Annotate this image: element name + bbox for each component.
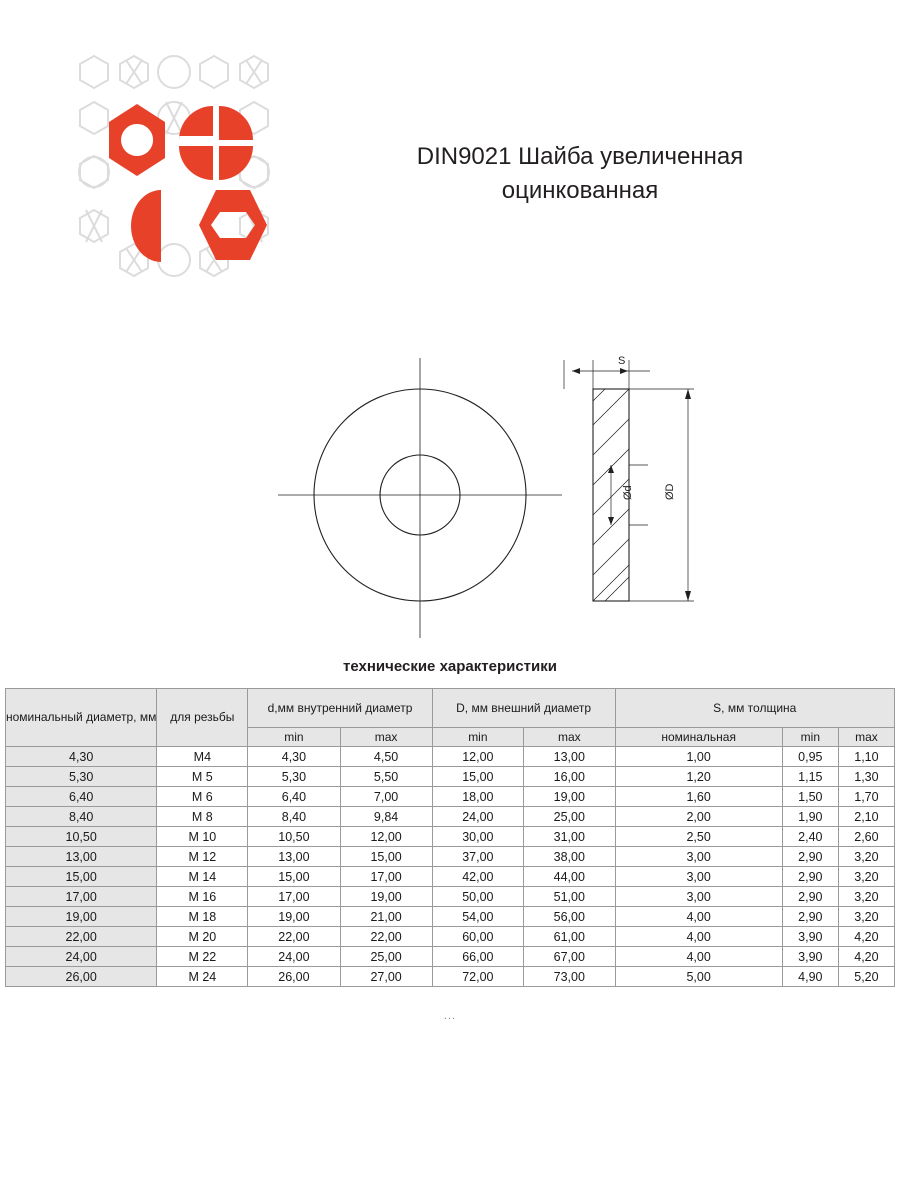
table-cell: 3,20 [838, 907, 894, 927]
table-cell: M4 [157, 747, 248, 767]
table-cell: 4,50 [340, 747, 432, 767]
table-cell: 1,90 [782, 807, 838, 827]
table-cell: 12,00 [340, 827, 432, 847]
table-cell: 22,00 [248, 927, 340, 947]
table-cell: 2,10 [838, 807, 894, 827]
table-cell: 51,00 [524, 887, 615, 907]
table-cell: 44,00 [524, 867, 615, 887]
col-header-s-max: max [838, 728, 894, 747]
col-header-s-nominal: номинальная [615, 728, 782, 747]
table-cell: 22,00 [340, 927, 432, 947]
table-cell: 25,00 [524, 807, 615, 827]
table-cell: 17,00 [340, 867, 432, 887]
table-cell: 56,00 [524, 907, 615, 927]
table-cell: 15,00 [248, 867, 340, 887]
table-cell: 4,20 [838, 927, 894, 947]
col-header-d-min: min [248, 728, 340, 747]
table-cell: 4,20 [838, 947, 894, 967]
technical-drawing [0, 350, 900, 660]
table-cell: M 12 [157, 847, 248, 867]
table-cell: 4,90 [782, 967, 838, 987]
page-title-line2: оцинкованная [501, 177, 659, 204]
table-cell: 1,15 [782, 767, 838, 787]
table-cell: 2,90 [782, 847, 838, 867]
col-header-inner-diameter: d,мм внутренний диаметр [248, 689, 432, 728]
table-cell: M 5 [157, 767, 248, 787]
table-cell: 5,00 [615, 967, 782, 987]
col-header-d-max: max [340, 728, 432, 747]
table-cell: 67,00 [524, 947, 615, 967]
table-cell: 1,20 [615, 767, 782, 787]
specs-table [5, 688, 895, 987]
table-cell: 6,40 [248, 787, 340, 807]
table-cell: 22,00 [6, 927, 157, 947]
table-cell: 4,00 [615, 927, 782, 947]
table-cell: 1,10 [838, 747, 894, 767]
table-cell: M 8 [157, 807, 248, 827]
col-header-D-max: max [524, 728, 615, 747]
table-cell: 72,00 [432, 967, 523, 987]
table-cell: 3,20 [838, 867, 894, 887]
drawing-label-s: S [618, 355, 626, 367]
table-row [6, 847, 895, 867]
drawing-label-d-big: ØD [664, 483, 676, 500]
table-cell: 38,00 [524, 847, 615, 867]
table-cell: 21,00 [340, 907, 432, 927]
table-cell: M 16 [157, 887, 248, 907]
table-cell: M 6 [157, 787, 248, 807]
table-cell: 15,00 [340, 847, 432, 867]
table-cell: 16,00 [524, 767, 615, 787]
specs-table-body [6, 747, 895, 987]
table-row [6, 827, 895, 847]
table-cell: 3,20 [838, 887, 894, 907]
table-cell: 13,00 [6, 847, 157, 867]
table-cell: 2,90 [782, 907, 838, 927]
table-cell: 17,00 [6, 887, 157, 907]
table-cell: 27,00 [340, 967, 432, 987]
table-cell: 1,70 [838, 787, 894, 807]
footer-dots: ... [443, 1010, 457, 1022]
table-cell: 12,00 [432, 747, 523, 767]
table-cell: 4,00 [615, 907, 782, 927]
specs-table-head [6, 689, 895, 747]
table-row [6, 947, 895, 967]
table-cell: 31,00 [524, 827, 615, 847]
table-cell: 5,20 [838, 967, 894, 987]
table-cell: 5,50 [340, 767, 432, 787]
table-cell: M 18 [157, 907, 248, 927]
table-cell: 3,90 [782, 927, 838, 947]
table-cell: 13,00 [524, 747, 615, 767]
table-cell: 3,00 [615, 867, 782, 887]
table-cell: M 10 [157, 827, 248, 847]
table-cell: 9,84 [340, 807, 432, 827]
col-header-thread: для резьбы [157, 689, 248, 747]
table-cell: 8,40 [248, 807, 340, 827]
table-cell: 13,00 [248, 847, 340, 867]
table-row [6, 927, 895, 947]
table-cell: 26,00 [248, 967, 340, 987]
table-cell: 2,00 [615, 807, 782, 827]
table-cell: 4,30 [6, 747, 157, 767]
table-cell: 6,40 [6, 787, 157, 807]
drawing-label-d-small: Ød [622, 485, 634, 500]
table-cell: 8,40 [6, 807, 157, 827]
table-cell: 4,30 [248, 747, 340, 767]
table-group-header-row [6, 689, 895, 728]
table-cell: 24,00 [432, 807, 523, 827]
table-cell: 17,00 [248, 887, 340, 907]
table-cell: 10,50 [6, 827, 157, 847]
table-cell: 4,00 [615, 947, 782, 967]
table-row [6, 807, 895, 827]
table-cell: 2,90 [782, 867, 838, 887]
specs-title: технические характеристики [343, 658, 557, 675]
table-cell: 1,50 [782, 787, 838, 807]
table-cell: 26,00 [6, 967, 157, 987]
table-cell: 15,00 [6, 867, 157, 887]
table-cell: 50,00 [432, 887, 523, 907]
table-cell: 7,00 [340, 787, 432, 807]
table-cell: 2,90 [782, 887, 838, 907]
table-cell: M 14 [157, 867, 248, 887]
col-header-D-min: min [432, 728, 523, 747]
table-cell: M 22 [157, 947, 248, 967]
table-cell: M 20 [157, 927, 248, 947]
table-cell: 2,60 [838, 827, 894, 847]
col-header-nominal-diameter: номинальный диаметр, мм [6, 689, 157, 747]
table-cell: 73,00 [524, 967, 615, 987]
table-row [6, 767, 895, 787]
table-cell: 61,00 [524, 927, 615, 947]
table-cell: 19,00 [6, 907, 157, 927]
document-header [0, 0, 900, 300]
col-header-outer-diameter: D, мм внешний диаметр [432, 689, 615, 728]
table-cell: 2,40 [782, 827, 838, 847]
table-row [6, 907, 895, 927]
table-cell: 5,30 [248, 767, 340, 787]
table-cell: 1,00 [615, 747, 782, 767]
table-cell: 19,00 [248, 907, 340, 927]
table-cell: 24,00 [6, 947, 157, 967]
table-row [6, 867, 895, 887]
table-cell: 18,00 [432, 787, 523, 807]
table-cell: 10,50 [248, 827, 340, 847]
table-cell: 19,00 [340, 887, 432, 907]
col-header-thickness: S, мм толщина [615, 689, 895, 728]
table-cell: 66,00 [432, 947, 523, 967]
col-header-s-min: min [782, 728, 838, 747]
table-cell: 0,95 [782, 747, 838, 767]
table-row [6, 967, 895, 987]
table-cell: 37,00 [432, 847, 523, 867]
table-cell: 15,00 [432, 767, 523, 787]
table-cell: M 24 [157, 967, 248, 987]
table-cell: 1,30 [838, 767, 894, 787]
specs-table-wrapper [5, 688, 895, 987]
table-cell: 54,00 [432, 907, 523, 927]
table-cell: 30,00 [432, 827, 523, 847]
table-cell: 24,00 [248, 947, 340, 967]
table-row [6, 747, 895, 767]
table-cell: 19,00 [524, 787, 615, 807]
table-row [6, 887, 895, 907]
table-cell: 60,00 [432, 927, 523, 947]
table-cell: 25,00 [340, 947, 432, 967]
page-title-line1: DIN9021 Шайба увеличенная [416, 143, 744, 170]
table-cell: 3,90 [782, 947, 838, 967]
table-cell: 2,50 [615, 827, 782, 847]
table-row [6, 787, 895, 807]
table-cell: 3,00 [615, 847, 782, 867]
page-title [300, 140, 860, 208]
table-cell: 42,00 [432, 867, 523, 887]
table-cell: 1,60 [615, 787, 782, 807]
table-cell: 3,00 [615, 887, 782, 907]
fastener-logo [62, 52, 287, 282]
table-cell: 5,30 [6, 767, 157, 787]
table-cell: 3,20 [838, 847, 894, 867]
